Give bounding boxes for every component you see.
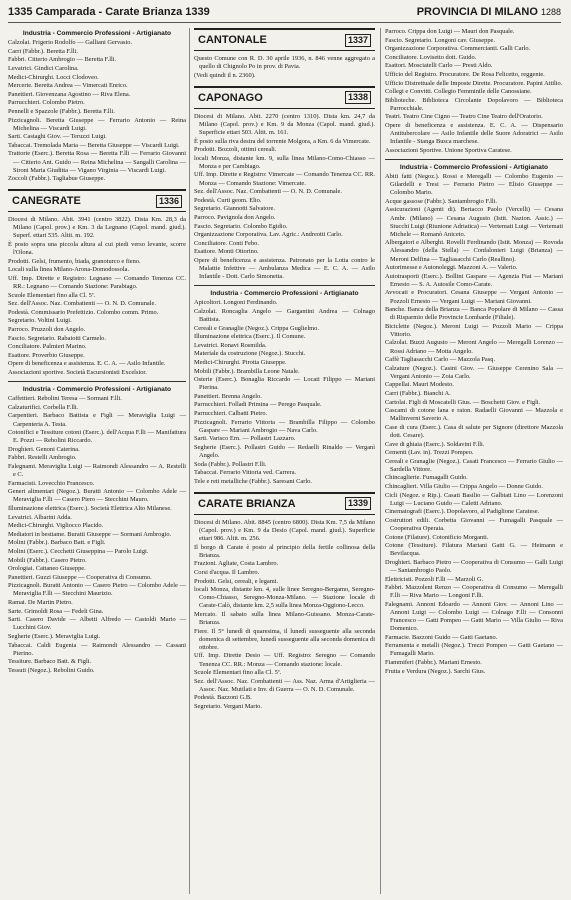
directory-entry: Apicoltori. Longoni Ferdinando. — [194, 299, 278, 307]
directory-entry: Materiale da costruzione (Negoz.). Stucchi. — [194, 350, 306, 358]
column-1 — [8, 28, 186, 894]
directory-entry: Abiti fatti (Negoz.). Rossi e Meregalli — Colombo Eugenio — Gilardelli e Tresi — Ferrario Pietro — Elisio Giuseppe — Colombo Mario. — [385, 173, 563, 197]
directory-entry: Cotone (Tessiture). Filatura Mariani Gatti G. — Heimann e Bevilacqua. — [385, 542, 563, 558]
town-name: CARATE BRIANZA — [198, 497, 296, 510]
town-number: 1336 — [156, 195, 182, 208]
directory-entry: Generi alimentari (Negoz.). Buratti Antonio — Colombo Adele — Meraviglia F.lli — Casero Piero — Stecchini Mauro. — [8, 488, 186, 504]
directory-entry: Opere di beneficenza e assistenza. E. C. A. — Dispensario Antitubercolare — Asilo Infantile delle Suore Adoratrici — Asilo Infantile - Stanga Busca marchese. — [385, 122, 563, 146]
directory-entry: Mercerie. Beretta Andrea — Vimercati Enrico. — [8, 82, 128, 90]
section-title: Industria - Commercio Professioni - Artigianato — [399, 163, 549, 171]
town-intro — [194, 519, 375, 711]
directory-entry: Orologiai. Cattaneo Giuseppe. — [8, 565, 86, 573]
entries-list — [385, 173, 563, 676]
page-header — [8, 6, 561, 23]
directory-entry: Pennelli e Spazzole (Fabbr.). Beretta F.lli. — [8, 107, 115, 115]
directory-entry: Podestà. Commissario Prefettizio. Colombo comm. Primo. — [8, 308, 159, 316]
directory-entry: Falegnami. Meraviglia Luigi — Raimondi Alessandro — A. Restelli e C. — [8, 463, 186, 479]
directory-entry: Biblioteche. Biblioteca Circolante Dopolavoro — Biblioteca Parrocchiale. — [385, 96, 563, 112]
directory-entry: locali Monza, distante km. 4, sulle linee Seregno-Bergamo, Seregno-Como-Chiasso, Seregno-Monza-Milano. — Stazione locale di Carate-Calò, distante km. 2,5 sulla linea Monza-Oggiono-Lecco. — [194, 586, 375, 610]
directory-entry: Questo Comune con R. D. 30 aprile 1936, n. 846 venne aggregato a quello di Chignolo Po in prov. di Pavia. — [194, 55, 375, 71]
directory-entry: Pizzicagnoli. Ferrario Vittoria — Brambilla Filippo — Colombo Gaspare — Mariani Ambrogio — Nava Carlo. — [194, 418, 375, 434]
directory-entry: Levatrici. Albarini Adda. — [8, 513, 72, 521]
town-number: 1338 — [345, 91, 371, 104]
directory-entry: Medici-Chirurghi. Locci Clodoveo. — [8, 73, 99, 81]
directory-entry: Segretario. Giannotti Salvatore. — [194, 205, 275, 213]
page-number: 1288 — [540, 7, 561, 17]
directory-entry: Tessiture. Barbaco Batt. & Figli. — [8, 658, 92, 666]
directory-entry: Fabbri. Mazzoleni Renzo — Cooperativa di Consumo — Meregalli F.lli — Riva Mario — Longoni F.lli. — [385, 584, 563, 600]
directory-entry: Illuminazione elettrica (Eserc.). Il Comune. — [194, 333, 306, 341]
directory-entry: Collegi e Convitti. Collegio Femminile delle Canossiane. — [385, 88, 532, 96]
directory-entry: Conciliatore. Palmieri Marino. — [8, 343, 87, 351]
entries-list — [8, 39, 186, 183]
directory-entry: Levatrici. Ronavi Rosmilda. — [194, 341, 267, 349]
directory-entry: Autorimesse e Autonoleggi. Mazzoni A. — Valerio. — [385, 264, 518, 272]
town-intro — [8, 216, 186, 377]
directory-entry: Organizzazione Corporativa. Commercianti. Galli Carlo. — [385, 45, 531, 53]
directory-entry: Cementi (Lav. in). Trezzi Pompeo. — [385, 449, 474, 457]
directory-entry: Sarti. Casero Davide — Albetti Alfredo — Castoldi Mario — Lucchini Giov. — [8, 616, 186, 632]
directory-entry: Autotrasporti (Eserc.). Bollini Gaspare — Agenzia Fiat — Mariani Ernesto — S. A. Autosile Como-Carate. — [385, 272, 563, 288]
column-divider — [189, 28, 190, 894]
directory-entry: Levatrici. Gindici Carolina. — [8, 64, 79, 72]
directory-entry: È posto sulla riva destra del torrente Molgora, a Km. 6 da Vimercate. — [194, 137, 371, 145]
directory-entry: Podestà. Bazzoni G.B. — [194, 694, 252, 702]
directory-entry: Carri (Fabbr.). Bianchi A. — [385, 390, 451, 398]
directory-entry: (Vedi quindi il n. 2360). — [194, 71, 256, 79]
directory-entry: Opere di beneficenza e assistenza. E. C. A. — Asilo Infantile. — [8, 360, 166, 368]
directory-entry: Mercato. Il sabato sulla linea Milano-Guissano. Monza-Carate-Brianza. — [194, 610, 375, 627]
directory-entry: Cinematografi (Eserc.). Dopolavoro, al Padiglione Caratese. — [385, 508, 540, 516]
directory-entry: Cascami di cotone lana e raion. Radaelli Giovanni — Mazzola e Mallinverni Saverio A. — [385, 407, 563, 423]
directory-entry: Parrucchieri. Colombo Pietro. — [8, 99, 85, 107]
section-title: Industria - Commercio Professioni - Artigianato — [22, 386, 172, 394]
directory-entry: Caffettieri. Rebolini Teresa — Sormani F.lli. — [8, 395, 122, 403]
directory-entry: Fascio. Segretario. Rabaiotti Carmelo. — [8, 334, 106, 342]
directory-entry: Parroco. Crippa don Luigi — Mauri don Pasquale. — [385, 28, 515, 35]
directory-entry: Fabbri. Restelli Ambrogio. — [8, 454, 77, 462]
column-divider — [380, 28, 381, 894]
directory-entry: Segherie (Eserc.). Pollastri Guido — Redaelli Rinaldo — Verganì Angelo. — [194, 443, 375, 460]
directory-entry: Calzaturifici. Corbella F.lli. — [8, 403, 79, 411]
directory-entry: Medici-Chirurghi. Pirotta Giuseppe. — [194, 359, 287, 367]
directory-entry: Caffè Tagliasacchi Carlo — Mazzola Pasq. — [385, 356, 496, 364]
directory-entry: Medici-Chirurghi. Vigliocco Placido. — [8, 522, 104, 530]
directory-entry: Tessuti (Negoz.). Rebolini Guido. — [8, 666, 95, 674]
directory-entry: Podestà. Curti geom. Elio. — [194, 196, 262, 204]
directory-entry: Case di cura (Eserc.). Casa di salute per Signore (direttore Mazzola dott. Cesare). — [385, 423, 563, 440]
town-intro — [194, 113, 375, 281]
directory-entry: Cappellai. Mauri Modesto. — [385, 381, 454, 389]
directory-entry: Elettricisti. Pozzoli F.lli — Marzoli G. — [385, 575, 484, 583]
directory-entry: Cotonifici e Tessiture cotoni (Eserc.). dell'Acqua F.lli — Manifattura E. Pozzi — Rebolini Riccardo. — [8, 429, 186, 445]
directory-entry: Ferramenta e metalli (Negoz.). Trezzi Pompeo — Gatti Gaetano — Fumagalli Mario. — [385, 642, 563, 658]
section-title: Industria - Commercio Professioni - Artigianato — [210, 290, 359, 298]
directory-entry: Fiere. Il 5° lunedì di quaresima, il lunedì susseguente alla seconda domenica di settembre, lunedì susseguente alla seconda domenica di ottobre. — [194, 627, 375, 651]
directory-entry: Fascio. Segretario. Colombo Egidio. — [194, 222, 288, 230]
directory-entry: Tabaccai. Ferrario Vittoria ved. Carrera. — [194, 469, 297, 477]
directory-entry: Cereali e Granaglie (Negoz.). Casati Francesco — Ferrario Giulio — Sardella Vittore. — [385, 457, 563, 473]
directory-entry: Segretario. Voltini Luigi. — [8, 317, 72, 325]
directory-entry: Costruttori edili. Corbetta Giovanni — Fumagalli Pasquale — Cooperativa Operaia. — [385, 516, 563, 533]
directory-entry: Mobili (Fabbr.). Casero Pietro. — [8, 556, 87, 564]
directory-entry: Cotone (Filature). Cotonificio Morganti. — [385, 533, 489, 541]
directory-entry: Conciliatore. Lovisetto dott. Guido. — [385, 53, 477, 61]
directory-entry: Chincaglierie. Fumagalli Guido. — [385, 474, 468, 482]
town-number: 1337 — [345, 34, 371, 47]
town-heading — [194, 28, 375, 51]
directory-entry: Ufficio Distrettuale delle Imposte Dirette. Procuratore. Papini Attilio. — [385, 79, 563, 87]
directory-entry: Ramai. De Martin Pietro. — [8, 599, 73, 607]
directory-entry: Illuminazione elettrica (Eserc.). Società Elettrica Alto Milanese. — [8, 505, 172, 512]
header-right — [417, 6, 561, 18]
header-province: PROVINCIA DI MILANO — [416, 6, 538, 18]
directory-entry: Sez. dell'Assoc. Naz. Combattenti — O. N. D. Comunale. — [194, 188, 342, 196]
directory-entry: Uff. Imp. Dirette e Registro: Legnano — Comando Tenenza CC. RR.: Legnano — Comando Stazione: Parabiago. — [8, 274, 186, 291]
town-heading — [194, 86, 375, 109]
directory-entry: Prodotti. Gelsi, cereali, e legami. — [194, 577, 279, 585]
directory-entry: Falegnami. Annoni Edoardo — Annoni Giov. — Annoni Lino — Annoni Luigi — Colombo Luigi — Colnago F.lli — Consonni Francesco — Gatti Pompeo — Gatti Mario — Villa Giulio — Riva Domenico. — [385, 600, 563, 633]
directory-entry: Uff. Imp. Dirette Desio — Uff. Registro: Seregno — Comando Tenenza CC. RR.: Monza — Comando stazione: locale. — [194, 652, 375, 668]
town-name: CANEGRATE — [12, 195, 81, 208]
town-number: 1339 — [345, 497, 371, 510]
town-intro — [385, 28, 563, 155]
directory-entry: Cereali e Granaglie (Negoz.). Crippa Guglielmo. — [194, 324, 319, 332]
directory-entry: Carri (Fabbr.). Beretta F.lli. — [8, 47, 78, 55]
directory-entry: Segretario. Vergani Mario. — [194, 702, 262, 710]
directory-entry: Esattore. Proverbio Giuseppe. — [8, 351, 85, 359]
directory-entry: Tabaccai. Caldi Eugenia — Raimondi Alessandro — Cassani Pierino. — [8, 641, 186, 657]
divider — [385, 159, 563, 160]
directory-entry: Acque gassose (Fabbr.). Santambrogio F.lli. — [385, 197, 498, 205]
directory-entry: Droghieri. Genoni Caterina. — [8, 445, 80, 453]
directory-entry: Associazioni Sportive. Unione Sportiva Caratese. — [385, 146, 512, 154]
directory-entry: Calzolai. Frigerio Rodolfo — Galliani Gervasio. — [8, 39, 133, 47]
directory-entry: Parroco. Pavignola don Angelo. — [194, 213, 276, 221]
directory-entry: Osterie (Eserc.). Bonaglia Riccardo — Locati Filippo — Mariani Pierina. — [194, 376, 375, 392]
directory-entry: Trattorie (Eserc.). Beretta Rosa — Beretta F.lli — Ferrario Giovanni — Citterio Ant. Guido — Reina Michelina — Sangalli Carolina — Sironi Maria Giuditta — Vigano Virginia — Viscardi Luigi. — [8, 150, 186, 174]
directory-entry: Molini (Eserc.). Cecchetti Giuseppina — Parolo Luigi. — [8, 547, 149, 555]
entries-list — [194, 299, 375, 486]
directory-entry: Fiammiferi (Fabbr.). Mariani Ernesto. — [385, 659, 482, 667]
directory-entry: Scuole Elementari fino alla Cl. 5ª. — [194, 669, 282, 677]
directory-entry: Il borgo di Carate è posto al principio della fertile collinosa della Brianza. — [194, 543, 375, 559]
directory-entry: Uff. Imp. Dirette e Registro: Vimercate — Comando Tenenza CC. RR. Monza — Comando Stazione: Vimercate. — [194, 171, 375, 187]
directory-entry: Carpentieri. Barbaco Battista e Figli — Meraviglia Luigi — Carpenteria A. Testa. — [8, 412, 186, 428]
directory-entry: Farmacie. Bazzoni Guido — Gatti Gaetano. — [385, 633, 498, 641]
directory-entry: Cartolai. Figli di Moscatelli Gius. — Boschetti Giov. e Figli. — [385, 398, 541, 406]
header-left: 1335 Camparada - Carate Brianza 1339 — [8, 6, 210, 18]
directory-entry: Zoccoli (Fabbr.). Tagliabue Giuseppe. — [8, 175, 106, 183]
directory-entry: Diocesi di Milano. Abit. 2270 (centro 1310). Dista km. 24,7 da Milano (Capol. prov.) e Km. 9 da Monza (Capol. mand. giud.). Superficie ettari 503. Altit. m. 161. — [194, 112, 375, 136]
directory-entry: Parrucchieri. Calbatti Pietro. — [194, 410, 268, 418]
directory-entry: Scuole Elementari fino alla Cl. 5ª. — [8, 291, 96, 299]
directory-entry: Prodotti. Bozzoli, ottimi cereali. — [194, 146, 277, 154]
directory-entry: Pizzicagnoli. Buratti Antonio — Casero Pietro — Colombo Adele — Meraviglia F.lli — Stecchini Maurizio. — [8, 582, 186, 598]
directory-entry: Panettieri. Guzzi Giuseppe — Cooperativa di Consumo. — [8, 573, 152, 581]
directory-entry: Chincaglieri. Villa Giulio — Crippa Angelo — Donne Guido. — [385, 483, 543, 491]
town-intro — [194, 55, 375, 80]
directory-entry: Droghieri. Barbaco Pietro — Cooperativa di Consumo — Galli Luigi — Santambrogio Paolo. — [385, 558, 563, 575]
directory-entry: Segherie (Eserc.). Meraviglia Luigi. — [8, 632, 101, 640]
directory-entry: Mediatori in bestiame. Buratti Giuseppe — Sormani Ambrogio. — [8, 530, 172, 538]
directory-entry: Diocesi di Milano. Abit. 8845 (centro 6800). Dista Km. 7,5 da Milano (Capol. prov.) e Km. 9 da Desio (Capol. mand. giud.). Superficie ettari 986. Altit. m. 256. — [194, 518, 375, 543]
directory-entry: Ufficio del Registro. Procuratore. De Rosa Felicetto, reggente. — [385, 70, 545, 78]
directory-entry: Sez. dell'Assoc. Naz. Combattenti — Ass. Naz. Arma d'Artiglieria — Assoc. Naz. Mutilati e Inv. di Guerra — O. N. D. Comunale. — [194, 677, 375, 693]
divider — [8, 381, 186, 382]
directory-entry: Frazioni. Agliate, Costa Lambro. — [194, 560, 279, 568]
directory-entry: Calzature (Negoz.). Casini Giov. — Giuseppe Cerenino Sala — Vergani Antonio — Zoia Carlo. — [385, 364, 563, 380]
directory-entry: Sarti. Varisco Ern. — Pollastri Lazzaro. — [194, 435, 296, 443]
directory-entry: Panettieri. Brenna Angelo. — [194, 392, 262, 400]
directory-entry: Cave di ghiaia (Eserc.). Soldavini F.lli. — [385, 440, 485, 448]
directory-entry: Molini (Fabbr.). Barbaco Batt. e Figli. — [8, 539, 106, 547]
entries-list — [8, 395, 186, 675]
directory-entry: Teatri. Teatro Cine Cigno — Teatro Cine Teatro dell'Oratorio. — [385, 113, 543, 121]
directory-entry: Biciclette (Negoz.). Meroni Luigi — Pozzoli Mario — Crippa Vittorio. — [385, 322, 563, 338]
directory-entry: Fascio. Segretario. Longoni cav. Giuseppe. — [385, 36, 495, 44]
directory-entry: Farmacisti. Lovecchio Francesco. — [8, 479, 95, 487]
column-3 — [385, 28, 563, 894]
divider — [194, 285, 375, 286]
directory-entry: Calzolai. Roncaglia Angelo — Gargantini Andrea — Colnago Battista. — [194, 307, 375, 324]
column-2 — [194, 28, 375, 894]
town-heading — [8, 189, 186, 212]
town-name: CAPONAGO — [198, 91, 263, 104]
directory-entry: Avvocati e Procuratori. Cesana Giuseppe — Vergani Antonio — Pozzoli Ernesto — Vergani Luigi — Mariani Giovanni. — [385, 289, 563, 305]
directory-entry: Associazioni sportive. Società Escursionisti Excelsior. — [8, 368, 147, 376]
directory-entry: Fabbri. Citterio Ambrogio — Beretta F.lli. — [8, 56, 117, 64]
directory-entry: Mobili (Fabbr.). Brambilla Leone Natale. — [194, 367, 300, 375]
directory-entry: Corsi d'acqua. Il Lambro. — [194, 568, 260, 576]
directory-entry: Panettieri. Giovenzana Agostino — Riva Elena. — [8, 90, 131, 98]
directory-entry: Banche. Banca della Brianza — Banca Popolare di Milano — Cassa di Risparmio delle Provincie Lombarde (Filiale). — [385, 306, 563, 322]
directory-entry: È posto sopra una piccola altura al cui piedi verso levante, scorre l'Olona. — [8, 241, 186, 257]
directory-entry: Albergatori e Alberghi. Rovelli Ferdinando (Istit. Monza) — Rovoda Alessandro (della Stella) — Confalonieri Luigi (Brianza) — Meroni Delfina — Tagliasacchi Carlo (Reallino). — [385, 239, 563, 263]
directory-entry: Organizzazione Corporativa. Lav. Agric.: Andreotti Carlo. — [194, 231, 343, 239]
directory-entry: Conciliatore. Conti Febo. — [194, 239, 259, 247]
directory-entry: Pizzicagnoli. Beretta Giuseppe — Ferrario Antonio — Reina Michelina — Viscardi Luigi. — [8, 116, 186, 132]
directory-entry: Cicli (Negoz. e Rip.). Casati Basilio — Galbiati Lino — Lorenzoni Luigi — Luciano Guido — Caletti Adriano. — [385, 491, 563, 507]
directory-entry: Esattore. Monti Ottorino. — [194, 248, 259, 256]
town-name: CANTONALE — [198, 34, 267, 46]
directory-entry: Assicurazioni (Agenti di). Bertacco Paolo (Vercelli) — Cesana Ambr. (Milano) — Cesana Augusto (Istit. Nazion. Assic.) — Stucchi Luigi (Riunione Adriatica) — Vertemati Luigi — Vertemati Michele — Romanò Aniceto. — [385, 206, 563, 238]
directory-entry: Opere di beneficenza e assistenza. Patronato per la Lotta contro le Malattie Infettive — Ambulanza Medica — E. C. A. — Asilo Infantile - Dott. Carlo Simonetta. — [194, 256, 375, 281]
directory-entry: Tabaccai. Tremolada Maria — Beretta Giuseppe — Viscardi Luigi. — [8, 141, 180, 149]
directory-entry: Diocesi di Milano. Abit. 3941 (centro 3822). Dista Km. 28,3 da Milano (Capol. prov.) e Km. 3 da Legnano (Capol. mand. giud.). Superf. ettari 535. Altit. m. 192. — [8, 216, 186, 240]
directory-entry: Calzolai. Buzzi Augusto — Meroni Angelo — Meregalli Lorenzo — Rossi Adriano — Motta Angelo. — [385, 339, 563, 355]
directory-entry: Sarti. Castaghi Giov. — Teruzzi Luigi. — [8, 133, 107, 141]
directory-entry: locali Monza, distante km. 9, sulla linea Milano-Como-Chiasso — Monza e per Cambiago. — [194, 154, 375, 170]
directory-entry: Prodotti. Gelsi, frumento, biada, granoturco e fieno. — [8, 257, 141, 265]
directory-entry: Parroco. Pruzzoli don Angelo. — [8, 326, 86, 334]
directory-entry: Frutta e Verdura (Negoz.). Sarchi Gius. — [385, 667, 486, 675]
section-title: Industria - Commercio Professioni - Artigianato — [22, 30, 172, 37]
directory-entry: Parrucchieri. Folladi Primina — Perego Pasquale. — [194, 401, 322, 409]
directory-entry: Esattori. Mosciatelli Carlo — Presti Aldo. — [385, 62, 493, 70]
directory-entry: Tele e reti metalliche (Fabbr.). Saresani Carlo. — [194, 477, 312, 485]
directory-entry: Locali sulla linea Milano-Arona-Domodossola. — [8, 266, 130, 274]
directory-entry: Sez. dell'Assoc. Naz. Combattenti — O. N. D. Comunale. — [8, 300, 156, 308]
directory-entry: Sarte. Grimoldi Rosa — Fedeli Gina. — [8, 607, 104, 615]
town-heading — [194, 492, 375, 515]
directory-entry: Soda (Fabbr.). Pollastri F.lli. — [194, 460, 267, 468]
